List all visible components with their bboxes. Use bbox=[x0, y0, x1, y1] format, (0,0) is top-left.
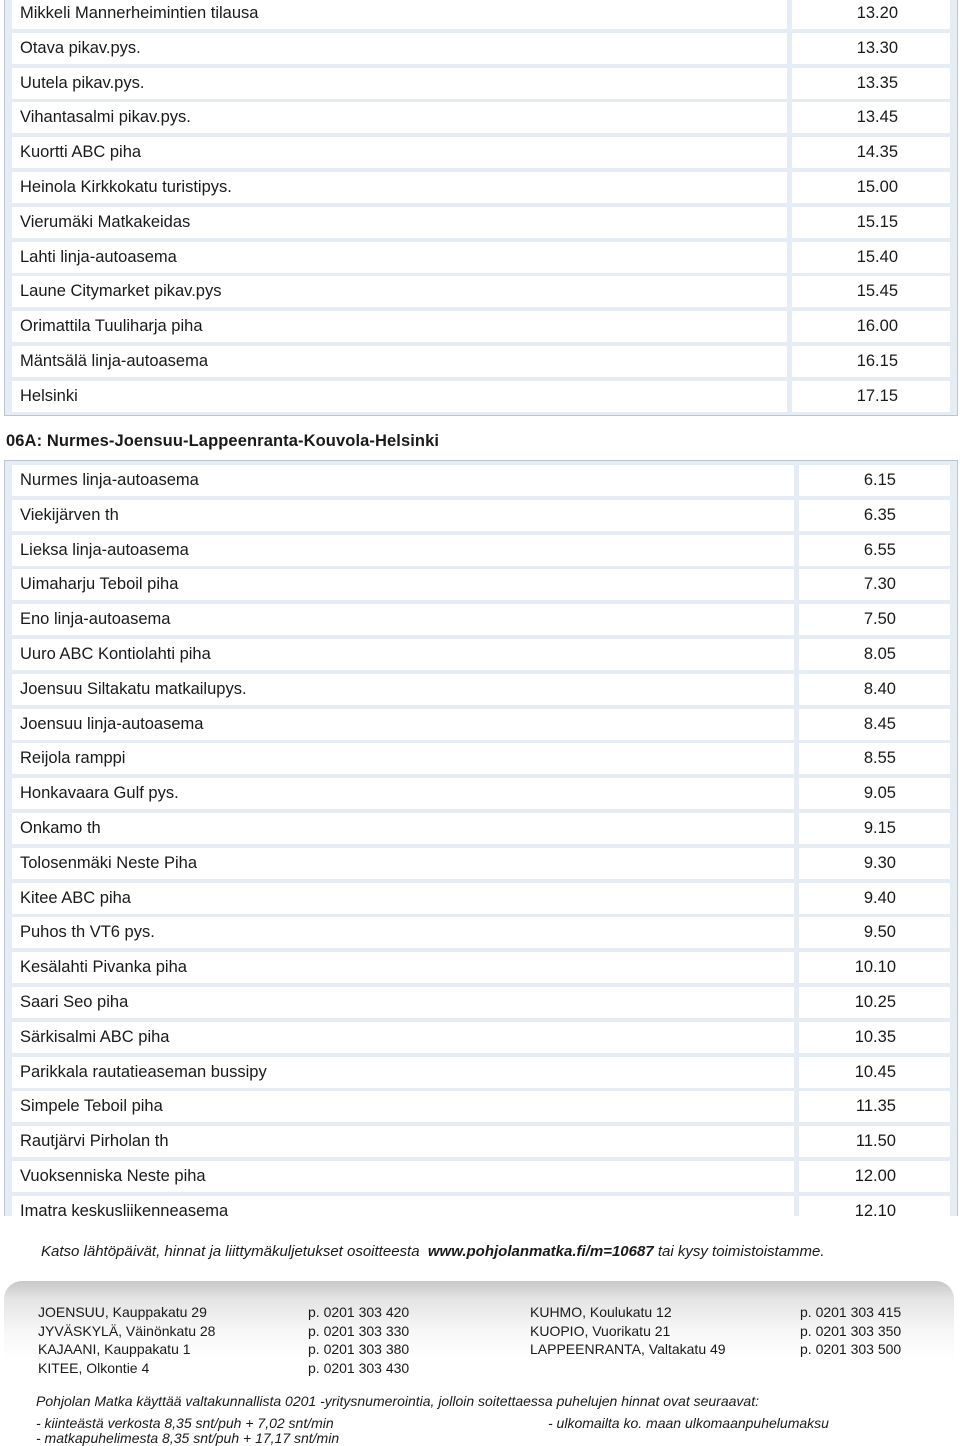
table-row bbox=[12, 0, 950, 29]
table-row bbox=[12, 674, 950, 705]
departure-time: 11.50 bbox=[799, 1126, 950, 1157]
stop-name: Vihantasalmi pikav.pys. bbox=[12, 102, 787, 133]
table-row bbox=[12, 207, 950, 238]
stop-name: Särkisalmi ABC piha bbox=[12, 1022, 794, 1053]
stop-name: Joensuu Siltakatu matkailupys. bbox=[12, 674, 794, 705]
rate-landline: - kiinteästä verkosta 8,35 snt/puh + 7,02 snt/min bbox=[36, 1415, 334, 1431]
departure-time: 16.15 bbox=[792, 346, 950, 377]
departure-time: 6.55 bbox=[799, 535, 950, 566]
notice-text-end: tai kysy toimistoistamme. bbox=[657, 1243, 825, 1260]
stop-name: Tolosenmäki Neste Piha bbox=[12, 848, 794, 879]
stop-name: Lahti linja-autoasema bbox=[12, 242, 787, 273]
website-link[interactable]: www.pohjolanmatka.fi/m=10687 bbox=[427, 1243, 654, 1260]
departure-time: 15.15 bbox=[792, 207, 950, 238]
stop-name: Nurmes linja-autoasema bbox=[12, 465, 794, 496]
stop-name: Viekijärven th bbox=[12, 500, 794, 531]
stop-name: Laune Citymarket pikav.pys bbox=[12, 276, 787, 307]
table-row bbox=[12, 465, 950, 496]
departure-time: 16.00 bbox=[792, 311, 950, 342]
office-phone: p. 0201 303 330 bbox=[308, 1323, 410, 1339]
stop-name: Onkamo th bbox=[12, 813, 794, 844]
departure-time: 13.35 bbox=[792, 68, 950, 99]
stop-name: Kesälahti Pivanka piha bbox=[12, 952, 794, 983]
pricing-footnote: Pohjolan Matka käyttää valtakunnallista 0201 -yritysnumerointia, jolloin soitettaessa puhelujen hinnat ovat seuraavat: bbox=[36, 1393, 759, 1409]
table-row bbox=[12, 1091, 950, 1122]
table-row bbox=[12, 102, 950, 133]
stop-name: Heinola Kirkkokatu turistipys. bbox=[12, 172, 787, 203]
departure-time: 10.25 bbox=[799, 987, 950, 1018]
office-address: JOENSUU, Kauppakatu 29 bbox=[38, 1304, 207, 1320]
departure-time: 12.00 bbox=[799, 1161, 950, 1192]
table-row bbox=[12, 743, 950, 774]
departure-time: 15.45 bbox=[792, 276, 950, 307]
route-timetable bbox=[4, 460, 958, 1220]
departure-time: 8.55 bbox=[799, 743, 950, 774]
stop-name: Orimattila Tuuliharja piha bbox=[12, 311, 787, 342]
stop-name: Uimaharju Teboil piha bbox=[12, 569, 794, 600]
departure-time: 9.30 bbox=[799, 848, 950, 879]
stop-name: Simpele Teboil piha bbox=[12, 1091, 794, 1122]
departure-time: 9.40 bbox=[799, 883, 950, 914]
stop-name: Reijola ramppi bbox=[12, 743, 794, 774]
stop-name: Helsinki bbox=[12, 381, 787, 412]
stop-name: Rautjärvi Pirholan th bbox=[12, 1126, 794, 1157]
departure-time: 8.45 bbox=[799, 709, 950, 740]
info-notice bbox=[41, 1243, 825, 1260]
table-row bbox=[12, 639, 950, 670]
departure-time: 8.40 bbox=[799, 674, 950, 705]
stop-name: Mäntsälä linja-autoasema bbox=[12, 346, 787, 377]
stop-name: Uuro ABC Kontiolahti piha bbox=[12, 639, 794, 670]
departure-time: 9.50 bbox=[799, 917, 950, 948]
table-row bbox=[12, 569, 950, 600]
departure-time: 7.50 bbox=[799, 604, 950, 635]
route-title: 06A: Nurmes-Joensuu-Lappeenranta-Kouvola-Helsinki bbox=[6, 432, 440, 450]
table-row bbox=[12, 604, 950, 635]
table-row bbox=[12, 276, 950, 307]
office-address: LAPPEENRANTA, Valtakatu 49 bbox=[530, 1341, 726, 1357]
table-row bbox=[12, 1022, 950, 1053]
stop-name: Uutela pikav.pys. bbox=[12, 68, 787, 99]
table-row bbox=[12, 242, 950, 273]
rate-abroad: - ulkomailta ko. maan ulkomaanpuhelumaksu bbox=[548, 1415, 829, 1431]
office-phone: p. 0201 303 380 bbox=[308, 1341, 410, 1357]
stop-name: Honkavaara Gulf pys. bbox=[12, 778, 794, 809]
office-address: KAJAANI, Kauppakatu 1 bbox=[38, 1341, 191, 1357]
table-row bbox=[12, 1196, 950, 1227]
stop-name: Otava pikav.pys. bbox=[12, 33, 787, 64]
stop-name: Joensuu linja-autoasema bbox=[12, 709, 794, 740]
departure-time: 13.20 bbox=[792, 0, 950, 29]
departure-time: 15.40 bbox=[792, 242, 950, 273]
table-row bbox=[12, 1057, 950, 1088]
departure-time: 6.15 bbox=[799, 465, 950, 496]
office-phone: p. 0201 303 430 bbox=[308, 1360, 410, 1376]
stop-name: Mikkeli Mannerheimintien tilausa bbox=[12, 0, 787, 29]
stop-name: Kitee ABC piha bbox=[12, 883, 794, 914]
table-row bbox=[12, 709, 950, 740]
table-row bbox=[12, 917, 950, 948]
departure-time: 13.30 bbox=[792, 33, 950, 64]
table-row bbox=[12, 33, 950, 64]
table-row bbox=[12, 137, 950, 168]
departure-time: 17.15 bbox=[792, 381, 950, 412]
departure-time: 15.00 bbox=[792, 172, 950, 203]
table-row bbox=[12, 848, 950, 879]
table-row bbox=[12, 813, 950, 844]
table-row bbox=[12, 311, 950, 342]
table-row bbox=[12, 952, 950, 983]
table-row bbox=[12, 381, 950, 412]
rate-mobile: - matkapuhelimesta 8,35 snt/puh + 17,17 snt/min bbox=[36, 1430, 340, 1446]
departure-time: 9.15 bbox=[799, 813, 950, 844]
departure-time: 12.10 bbox=[799, 1196, 950, 1227]
departure-time: 10.45 bbox=[799, 1057, 950, 1088]
table-row bbox=[12, 68, 950, 99]
departure-time: 13.45 bbox=[792, 102, 950, 133]
table-row bbox=[12, 172, 950, 203]
office-phone: p. 0201 303 500 bbox=[800, 1341, 902, 1357]
stop-name: Puhos th VT6 pys. bbox=[12, 917, 794, 948]
departure-time: 7.30 bbox=[799, 569, 950, 600]
timetable-continued bbox=[4, 0, 958, 416]
stop-name: Eno linja-autoasema bbox=[12, 604, 794, 635]
stop-name: Vierumäki Matkakeidas bbox=[12, 207, 787, 238]
office-phone: p. 0201 303 415 bbox=[800, 1304, 902, 1320]
stop-name: Saari Seo piha bbox=[12, 987, 794, 1018]
office-address: KITEE, Olkontie 4 bbox=[38, 1360, 150, 1376]
stop-name: Kuortti ABC piha bbox=[12, 137, 787, 168]
stop-name: Parikkala rautatieaseman bussipy bbox=[12, 1057, 794, 1088]
office-address: KUOPIO, Vuorikatu 21 bbox=[530, 1323, 671, 1339]
departure-time: 8.05 bbox=[799, 639, 950, 670]
stop-name: Vuoksenniska Neste piha bbox=[12, 1161, 794, 1192]
office-address: KUHMO, Koulukatu 12 bbox=[530, 1304, 672, 1320]
table-row bbox=[12, 1126, 950, 1157]
table-row bbox=[12, 1161, 950, 1192]
table-row bbox=[12, 346, 950, 377]
table-row bbox=[12, 883, 950, 914]
departure-time: 10.10 bbox=[799, 952, 950, 983]
table-row bbox=[12, 500, 950, 531]
table-row bbox=[12, 778, 950, 809]
departure-time: 11.35 bbox=[799, 1091, 950, 1122]
table-row bbox=[12, 535, 950, 566]
departure-time: 9.05 bbox=[799, 778, 950, 809]
notice-text: Katso lähtöpäivät, hinnat ja liittymäkuljetukset osoitteesta bbox=[41, 1243, 420, 1260]
stop-name: Lieksa linja-autoasema bbox=[12, 535, 794, 566]
departure-time: 14.35 bbox=[792, 137, 950, 168]
office-address: JYVÄSKYLÄ, Väinönkatu 28 bbox=[38, 1323, 216, 1339]
departure-time: 6.35 bbox=[799, 500, 950, 531]
departure-time: 10.35 bbox=[799, 1022, 950, 1053]
table-row bbox=[12, 987, 950, 1018]
office-phone: p. 0201 303 420 bbox=[308, 1304, 410, 1320]
office-phone: p. 0201 303 350 bbox=[800, 1323, 902, 1339]
stop-name: Imatra keskusliikenneasema bbox=[12, 1196, 794, 1227]
